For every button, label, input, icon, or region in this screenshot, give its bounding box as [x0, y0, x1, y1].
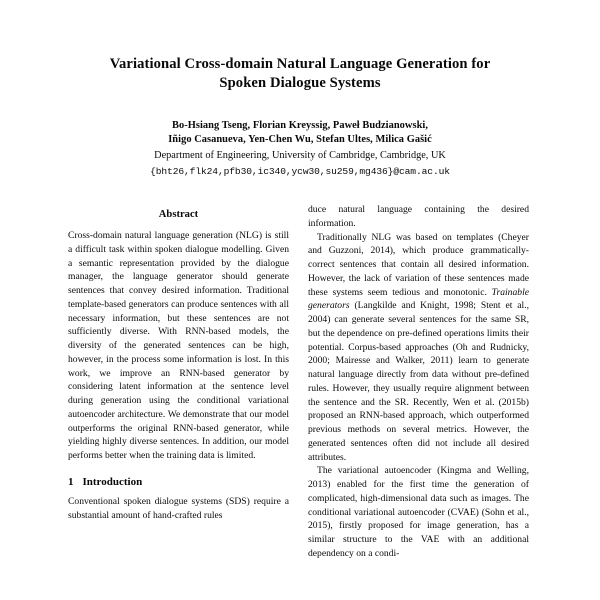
left-column: [68, 203, 289, 600]
section-title: Introduction: [82, 475, 143, 488]
author-emails: {bht26,flk24,pfb30,ic340,ycw30,su259,mg436}@cam.ac.uk: [150, 166, 450, 178]
section-number: 1: [68, 475, 74, 488]
introduction-paragraph-1: Conventional spoken dialogue systems (SDS) require a substantial amount of hand-crafted rules: [68, 495, 289, 521]
right-column: [308, 203, 529, 600]
paragraph-part-1: Traditionally NLG was based on templates (Cheyer and Guzzoni, 2014), which produce grammatically-correct sentences that contain all desired information. However, the lack of variation of these sentences made these systems seem tedious and monotonic.: [308, 231, 529, 298]
abstract-body: Cross-domain natural language generation (NLG) is still a difficult task within spoken dialogue modelling. Given a semantic representation provided by the dialogue manager, the language generator should generate sentences that convey desired information. Traditional template-based generators can produce sentences with all necessary information, but these sentences are not sufficiently diverse. With RNN-based models, the diversity of the generated sentences can be high, however, in the process some information is lost. In this work, we improve an RNN-based generator by considering latent information at the sentence level during generation using the conditional variational autoencoder architecture. We demonstrate that our model outperforms the original RNN-based generator, while yielding highly diverse sentences. In addition, our model performs better when the training data is limited.: [68, 230, 289, 461]
affiliation: Department of Engineering, University of Cambridge, Cambridge, UK: [154, 150, 446, 162]
abstract-heading: Abstract: [158, 209, 199, 220]
title-block: [0, 0, 600, 179]
continued-paragraph: duce natural language containing the desired information.: [308, 204, 529, 229]
section-heading-introduction: [68, 476, 289, 488]
paragraph-traditional-nlg: [308, 231, 529, 465]
author-block: [88, 119, 512, 179]
page-title: Variational Cross-domain Natural Language Generation for Spoken Dialogue Systems: [109, 56, 491, 91]
paragraph-part-2: (Langkilde and Knight, 1998; Stent et al., 2004) can generate several sentences for the same SR, but the dependence on pre-defined operations limits their potential. Corpus-based approaches (Oh and Rudnicky, 2000; Mairesse and Walker, 2011) learn to generate natural language directly from data without pre-defined rules. However, they usually require alignment between the sentence and the SR. Recently, Wen et al. (2015b) proposed an RNN-based approach, which outperformed previous methods on several metrics. However, the generated sentences often did not include all desired attributes.: [308, 300, 529, 463]
paragraph-variational-autoencoder: The variational autoencoder (Kingma and Welling, 2013) enabled for the first time the generation of complicated, high-dimensional data such as images. The conditional variational autoencoder (CVAE) (Sohn et al., 2015), firstly proposed for image generation, has a similar structure to the VAE with an additional dependency on a condi-: [308, 465, 529, 559]
author-line-1: Bo-Hsiang Tseng, Florian Kreyssig, Paweł Budzianowski,: [172, 120, 428, 131]
body-columns: [0, 203, 600, 600]
italic-term-trainable-generators: Trainable generators: [308, 286, 529, 312]
author-line-2: Iñigo Casanueva, Yen-Chen Wu, Stefan Ultes, Milica Gašić: [168, 134, 432, 146]
